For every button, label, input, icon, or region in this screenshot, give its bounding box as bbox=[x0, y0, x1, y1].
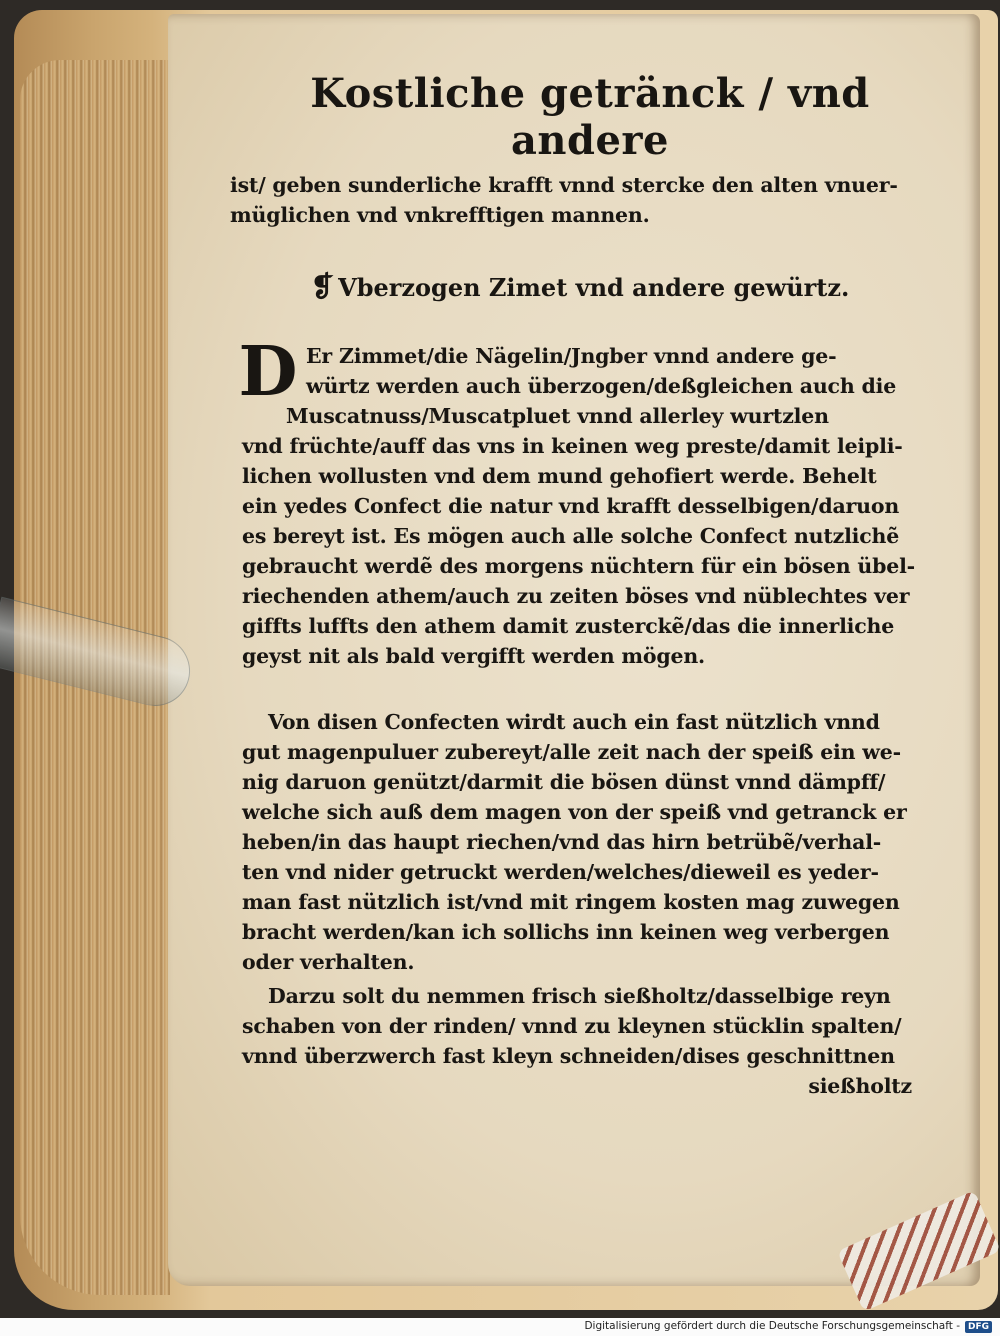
paragraph-3 bbox=[242, 981, 930, 1071]
intro-text bbox=[230, 170, 930, 230]
text-line: geyst nit als bald vergifft werden mögen. bbox=[242, 644, 705, 668]
funding-credit: Digitalisierung gefördert durch die Deutsche Forschungsgemeinschaft - bbox=[584, 1320, 960, 1332]
text-line: schaben von der rinden/ vnnd zu kleynen stücklin spalten/ bbox=[242, 1014, 902, 1038]
text-line: ist/ geben sunderliche krafft vnnd stercke den alten vnuer- bbox=[230, 173, 898, 197]
paragraph-1 bbox=[238, 332, 930, 671]
text-line: ten vnd nider getruckt werden/welches/dieweil es yeder- bbox=[242, 860, 879, 884]
catchword: sießholtz bbox=[808, 1074, 912, 1098]
text-line: es bereyt ist. Es mögen auch alle solche Confect nutzlichẽ bbox=[242, 524, 900, 548]
page-text bbox=[230, 70, 930, 1101]
section-heading bbox=[230, 270, 930, 303]
text-line: gut magenpuluer zubereyt/alle zeit nach der speiß ein we- bbox=[242, 740, 901, 764]
text-line: vnd früchte/auff das vns in keinen weg preste/damit leipli- bbox=[242, 434, 903, 458]
text-line: lichen wollusten vnd dem mund gehofiert werde. Behelt bbox=[242, 464, 877, 488]
text-line: müglichen vnd vnkrefftigen mannen. bbox=[230, 203, 650, 227]
digitization-footer bbox=[0, 1318, 1000, 1335]
text-line: riechenden athem/auch zu zeiten böses vnd nüblechtes ver bbox=[242, 584, 910, 608]
text-line: würtz werden auch überzogen/deßgleichen auch die bbox=[306, 374, 897, 398]
text-line: giffts luffts den athem damit zusterckẽ/das die innerliche bbox=[242, 614, 895, 638]
dfg-logo-icon: DFG bbox=[965, 1321, 992, 1333]
decorated-initial: D bbox=[238, 332, 298, 412]
text-line: bracht werden/kan ich sollichs inn keinen weg verbergen bbox=[242, 920, 890, 944]
text-line: nig daruon genützt/darmit die bösen dünst vnnd dämpff/ bbox=[242, 770, 886, 794]
text-line: heben/in das haupt riechen/vnd das hirn betrübẽ/verhal- bbox=[242, 830, 882, 854]
paragraph-2 bbox=[242, 707, 930, 977]
text-line: Muscatnuss/Muscatpluet vnnd allerley wurtzlen bbox=[286, 404, 829, 428]
section-heading-text: Vberzogen Zimet vnd andere gewürtz. bbox=[338, 273, 850, 302]
text-line: welche sich auß dem magen von der speiß vnd getranck er bbox=[242, 800, 907, 824]
pilcrow-icon: ❡ bbox=[310, 270, 335, 303]
text-line: Er Zimmet/die Nägelin/Jngber vnnd andere ge- bbox=[306, 344, 837, 368]
text-line: vnnd überzwerch fast kleyn schneiden/dises geschnittnen bbox=[242, 1044, 895, 1068]
text-line: Von disen Confecten wirdt auch ein fast nützlich vnnd bbox=[268, 710, 880, 734]
running-header: Kostliche getränck / vnd andere bbox=[310, 70, 870, 164]
text-line: ein yedes Confect die natur vnd krafft desselbigen/daruon bbox=[242, 494, 900, 518]
text-line: gebraucht werdẽ des morgens nüchtern für ein bösen übel- bbox=[242, 554, 915, 578]
text-line: Darzu solt du nemmen frisch sießholtz/dasselbige reyn bbox=[268, 984, 891, 1008]
text-line: oder verhalten. bbox=[242, 950, 415, 974]
text-line: man fast nützlich ist/vnd mit ringem kosten mag zuwegen bbox=[242, 890, 900, 914]
